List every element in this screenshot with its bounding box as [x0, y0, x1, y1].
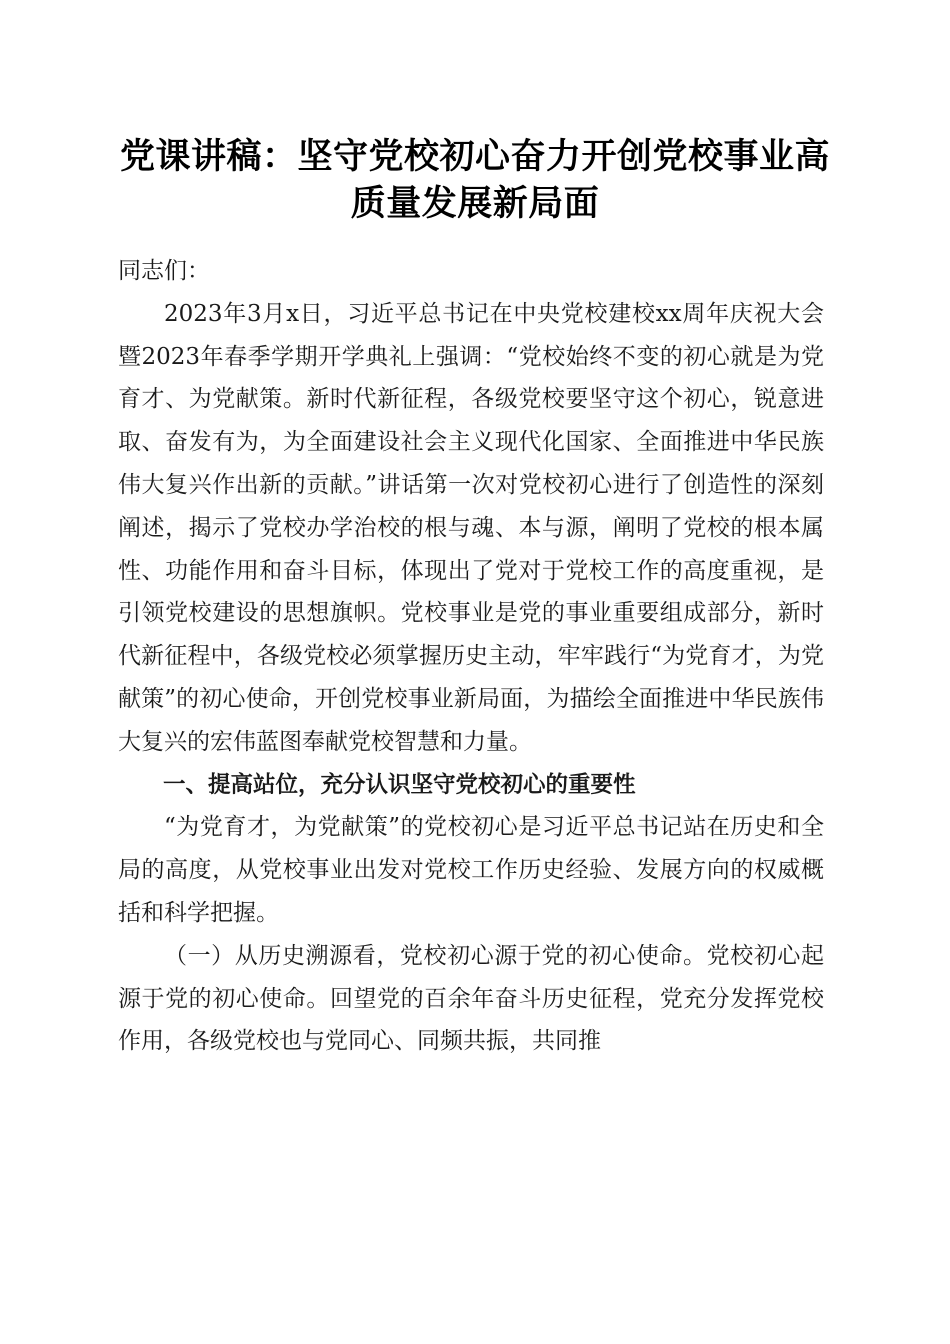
subsection-1-paragraph: （一）从历史溯源看，党校初心源于党的初心使命。党校初心起源于党的初心使命。回望党的百余年奋斗历史征程，党充分发挥党校作用，各级党校也与党同心、同频共振，共同推: [118, 942, 824, 1055]
section-heading-1: 一、提高站位，充分认识坚守党校初心的重要性: [163, 771, 636, 798]
intro-paragraph: 2023年3月x日，习近平总书记在中央党校建校xx周年庆祝大会暨2023年春季学期开学典礼上强调：“党校始终不变的初心就是为党育才、为党献策。新时代新征程，各级党校要坚守这个初心，锐意进取、奋发有为，为全面建设社会主义现代化国家、全面推进中华民族伟大复兴作出新的贡献。”讲话第一次对党校初心进行了创造性的深刻阐述，揭示了党校办学治校的根与魂、本与源，阐明了党校的根本属性、功能作用和奋斗目标，体现出了党对于党校工作的高度重视，是引领党校建设的思想旗帜。党校事业是党的事业重要组成部分，新时代新征程中，各级党校必须掌握历史主动，牢牢践行“为党育才，为党献策”的初心使命，开创党校事业新局面，为描绘全面推进中华民族伟大复兴的宏伟蓝图奉献党校智慧和力量。: [118, 300, 824, 755]
document-body: [118, 250, 824, 1063]
document-title: 党课讲稿：坚守党校初心奋力开创党校事业高质量发展新局面: [119, 136, 830, 224]
section-1-paragraph: “为党育才，为党献策”的党校初心是习近平总书记站在历史和全局的高度，从党校事业出发对党校工作历史经验、发展方向的权威概括和科学把握。: [118, 814, 824, 926]
salutation: 同志们：: [118, 258, 210, 284]
